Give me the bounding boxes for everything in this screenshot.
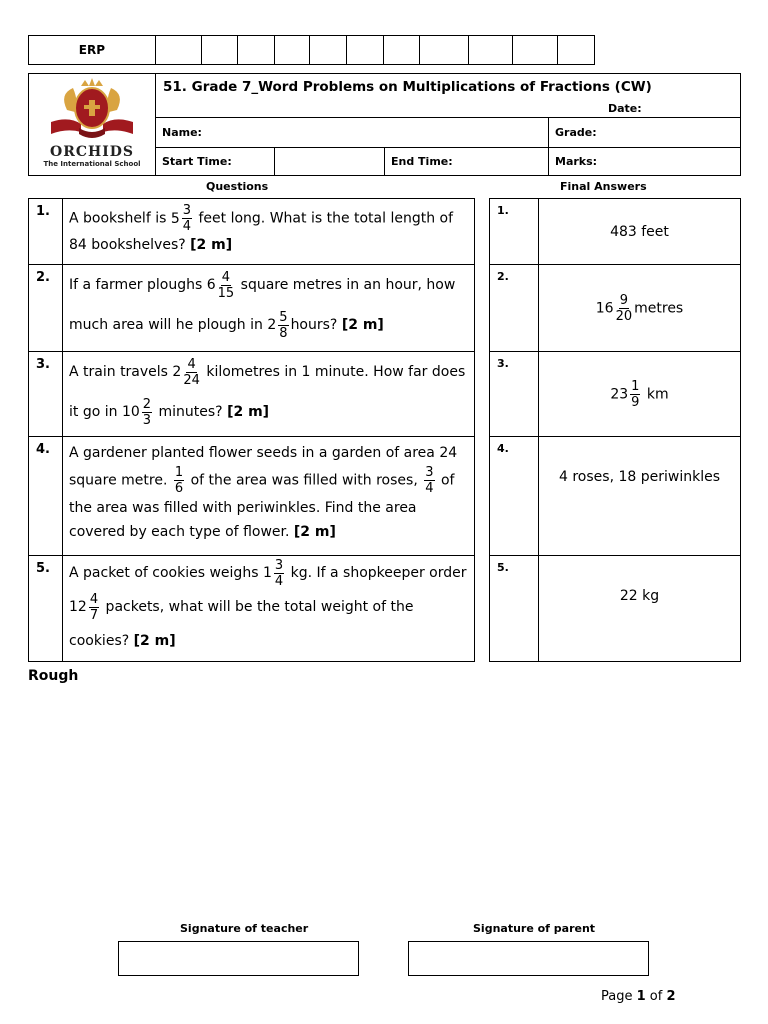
rough-label: Rough bbox=[28, 668, 79, 684]
end-time-field[interactable] bbox=[384, 147, 549, 175]
name-label: Name: bbox=[162, 126, 202, 139]
name-field[interactable] bbox=[156, 118, 548, 147]
erp-cell[interactable] bbox=[557, 36, 594, 65]
question-number: 1. bbox=[29, 199, 63, 265]
question-number: 4. bbox=[29, 437, 63, 556]
question-marks: [2 m] bbox=[293, 524, 336, 540]
date-label: Date: bbox=[608, 102, 642, 115]
questions-heading: Questions bbox=[206, 180, 269, 193]
teacher-signature-box[interactable] bbox=[118, 941, 359, 976]
question-marks: [2 m] bbox=[341, 317, 384, 333]
answer-value[interactable]: 22 kg bbox=[539, 556, 741, 662]
answer-row bbox=[490, 556, 741, 662]
erp-cell[interactable] bbox=[155, 36, 201, 65]
question-row bbox=[29, 199, 475, 265]
erp-cell[interactable] bbox=[237, 36, 274, 65]
question-marks: [2 m] bbox=[133, 633, 176, 649]
question-marks: [2 m] bbox=[227, 404, 270, 420]
question-text: A gardener planted flower seeds in a garden of area 24 square metre. $\frac{1}{6}$ of the area was filled with roses, $\frac{3}{4}$ of the area was filled with periwinkles. Find the area covered by each type of flower. [2 m] bbox=[63, 437, 475, 556]
title-row bbox=[156, 74, 740, 118]
marks-label: Marks: bbox=[555, 155, 598, 168]
page-title: 51. Grade 7_Word Problems on Multiplications of Fractions (CW) bbox=[163, 79, 652, 95]
start-time-label: Start Time: bbox=[162, 155, 232, 168]
erp-cell[interactable] bbox=[513, 36, 558, 65]
question-row bbox=[29, 352, 475, 437]
answer-number: 3. bbox=[490, 352, 539, 437]
grade-label: Grade: bbox=[555, 126, 597, 139]
questions-table bbox=[28, 198, 475, 662]
question-number: 5. bbox=[29, 556, 63, 662]
erp-cell[interactable] bbox=[274, 36, 310, 65]
answer-value[interactable]: 23 $\frac{1}{9}$ km bbox=[539, 352, 741, 437]
erp-label: ERP bbox=[29, 36, 156, 65]
answer-value[interactable]: 4 roses, 18 periwinkles bbox=[539, 437, 741, 556]
page-number: Page 1 of 2 bbox=[601, 989, 676, 1004]
erp-cell[interactable] bbox=[347, 36, 384, 65]
question-text: If a farmer ploughs 6 $\frac{4}{15}$ square metres in an hour, how much area will he plough in 2 $\frac{5}{8}$ hours? [2 m] bbox=[63, 265, 475, 352]
question-row bbox=[29, 437, 475, 556]
end-time-label: End Time: bbox=[391, 155, 453, 168]
marks-field[interactable] bbox=[548, 147, 740, 175]
answer-row bbox=[490, 265, 741, 352]
erp-cell[interactable] bbox=[384, 36, 420, 65]
question-number: 3. bbox=[29, 352, 63, 437]
answer-number: 2. bbox=[490, 265, 539, 352]
school-name: ORCHIDS bbox=[50, 144, 134, 160]
parent-signature-box[interactable] bbox=[408, 941, 649, 976]
school-tagline: The International School bbox=[43, 160, 141, 168]
answer-number: 1. bbox=[490, 199, 539, 265]
question-row bbox=[29, 556, 475, 662]
grade-field[interactable] bbox=[548, 118, 740, 147]
start-time-field bbox=[156, 147, 274, 175]
question-row bbox=[29, 265, 475, 352]
question-text: A bookshelf is 5 $\frac{3}{4}$ feet long. What is the total length of 84 bookshelves? [2 m] bbox=[63, 199, 475, 265]
erp-cell[interactable] bbox=[310, 36, 347, 65]
question-text: A train travels 2 $\frac{4}{24}$ kilometres in 1 minute. How far does it go in 10 $\frac{2}{3}$ minutes? [2 m] bbox=[63, 352, 475, 437]
answer-number: 5. bbox=[490, 556, 539, 662]
answer-value[interactable]: 483 feet bbox=[539, 199, 741, 265]
erp-cell[interactable] bbox=[469, 36, 513, 65]
time-row bbox=[156, 147, 740, 175]
answers-table bbox=[489, 198, 741, 662]
erp-cell[interactable] bbox=[201, 36, 237, 65]
erp-cell[interactable] bbox=[420, 36, 469, 65]
answer-row bbox=[490, 352, 741, 437]
answer-row bbox=[490, 199, 741, 265]
teacher-signature-label: Signature of teacher bbox=[180, 922, 309, 935]
answer-number: 4. bbox=[490, 437, 539, 556]
school-logo bbox=[29, 74, 156, 175]
answers-heading: Final Answers bbox=[560, 180, 647, 193]
question-text: A packet of cookies weighs 1 $\frac{3}{4}$ kg. If a shopkeeper order 12 $\frac{4}{7}$ packets, what will be the total weight of the cookies? [2 m] bbox=[63, 556, 475, 662]
parent-signature-label: Signature of parent bbox=[473, 922, 596, 935]
question-marks: [2 m] bbox=[190, 237, 233, 253]
start-time-input[interactable] bbox=[274, 147, 385, 175]
erp-table bbox=[28, 35, 595, 65]
worksheet-header bbox=[28, 73, 741, 176]
answer-row bbox=[490, 437, 741, 556]
answer-value[interactable]: 16 $\frac{9}{20}$ metres bbox=[539, 265, 741, 352]
name-row bbox=[156, 118, 740, 148]
question-number: 2. bbox=[29, 265, 63, 352]
